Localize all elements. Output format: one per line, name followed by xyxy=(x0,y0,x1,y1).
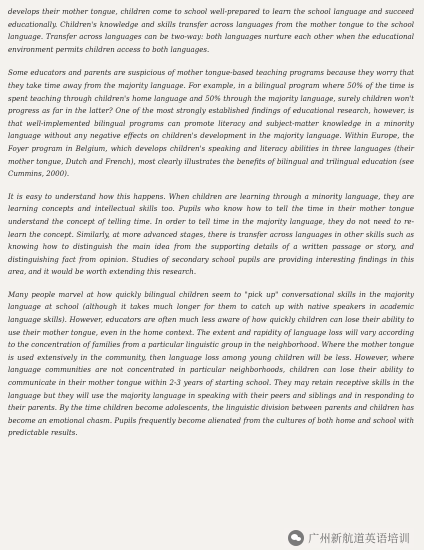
paragraph-3: It is easy to understand how this happens. When children are learning through a minority language, they are learning concepts and intellectual skills too. Pupils who know how to tell the time in their mother tongue understand the concept of telling time. In order to tell time in the majority language, they do not need to re-learn the concept. Similarly, at more advanced stages, there is transfer across languages in other skills such as knowing how to distinguish the main idea from the supporting details of a written passage or story, and distinguishing fact from opinion. Studies of secondary school pupils are providing interesting findings in this area, and it would be worth extending this research. xyxy=(8,191,414,277)
paragraph-4: Many people marvel at how quickly bilingual children seem to "pick up" conversational skills in the majority language at school (although it takes much longer for them to catch up with native speakers in academic language skills). However, educators are often much less aware of how quickly children can lose their ability to use their mother tongue, even in the home context. The extent and rapidity of language loss will vary according to the concentration of families from a particular linguistic group in the neighborhood. Where the mother tongue is used extensively in the community, then language loss among young children will be less. However, where language communities are not concentrated in particular neighborhoods, children can lose their ability to communicate in their mother tongue within 2-3 years of starting school. They may retain receptive skills in the language but they will use the majority language in speaking with their peers and siblings and in responding to their parents. By the time children become adolescents, the linguistic division between parents and children has become an emotional chasm. Pupils frequently become alienated from the cultures of both home and school with predictable results. xyxy=(8,289,414,438)
watermark xyxy=(284,528,414,548)
wechat-icon xyxy=(288,530,304,546)
paragraph-2: Some educators and parents are suspicious of mother tongue-based teaching programs because they worry that they take time away from the majority language. For example, in a bilingual program where 50% of the time is spent teaching through children's home language and 50% through the majority language, surely children won't progress as far in the latter? One of the most strongly established findings of educational research, however, is that well-implemented bilingual programs can promote literacy and subject-matter knowledge in a minority language without any negative effects on children's development in the majority language. Within Europe, the Foyer program in Belgium, which develops children's speaking and literacy abilities in three languages (their mother tongue, Dutch and French), most clearly illustrates the benefits of bilingual and trilingual education (see Cummins, 2000). xyxy=(8,68,414,179)
watermark-text: 广州新航道英语培训 xyxy=(308,532,410,545)
paragraph-1: develops their mother tongue, children come to school well-prepared to learn the school language and succeed educationally. Children's knowledge and skills transfer across languages from the mother tongue to the school language. Transfer across languages can be two-way: both languages nurture each other when the educational environment permits children access to both languages. xyxy=(8,7,414,54)
